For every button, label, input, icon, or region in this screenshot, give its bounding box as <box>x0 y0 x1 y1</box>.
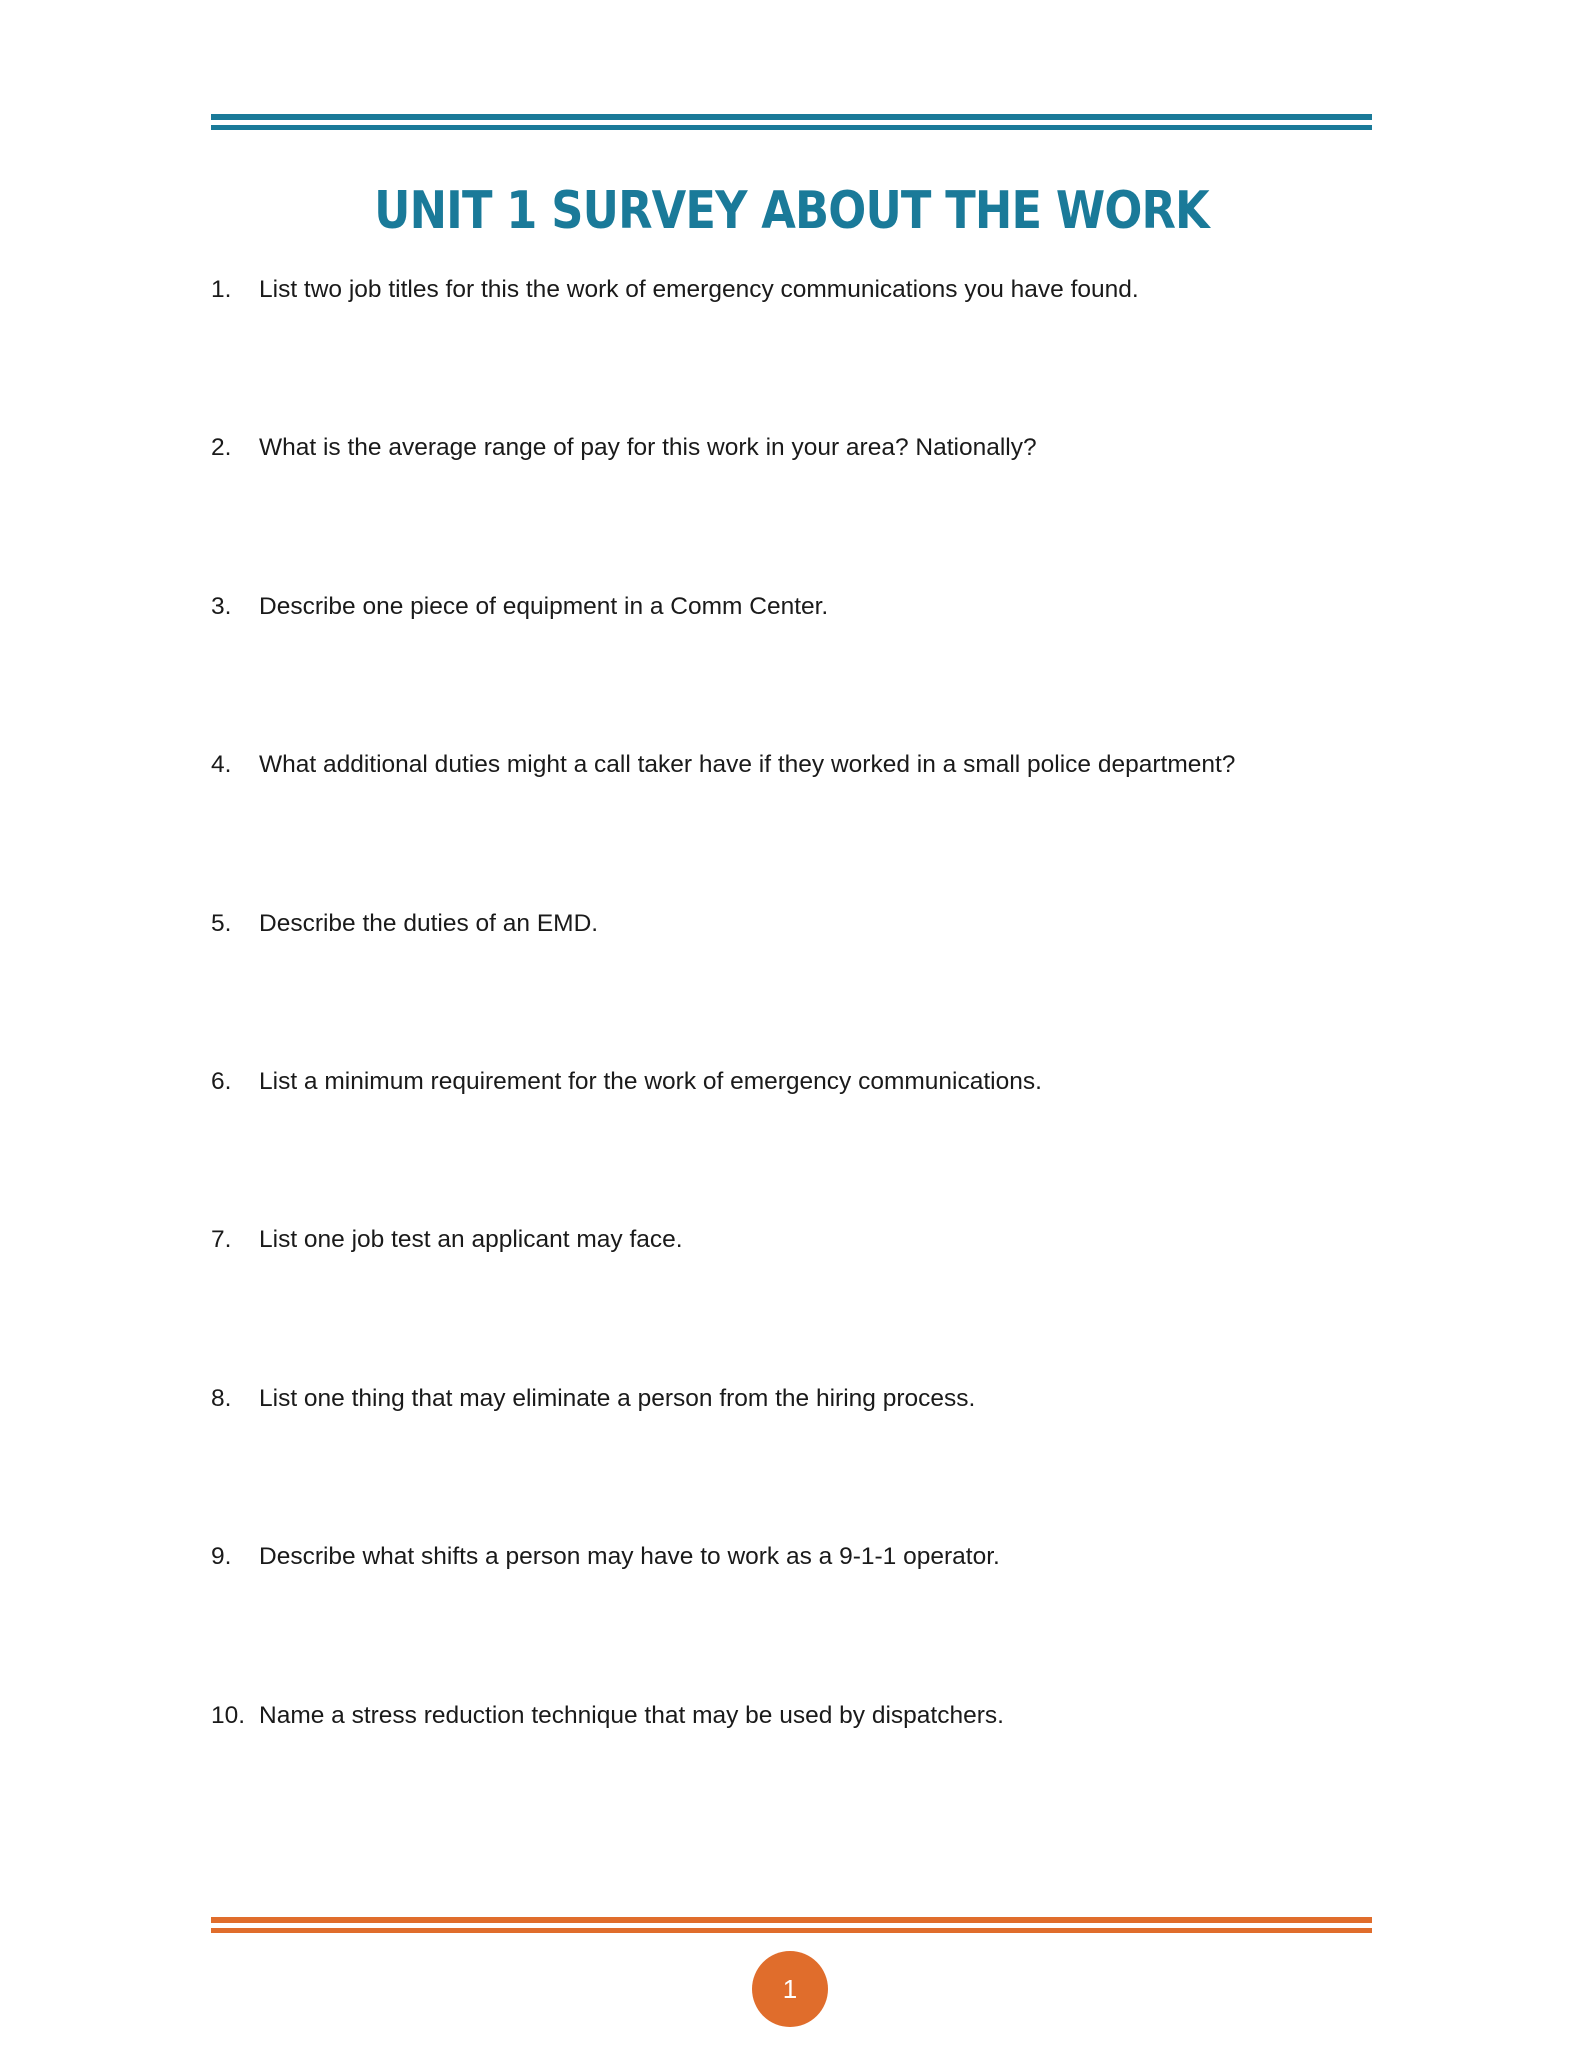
top-divider <box>211 114 1372 131</box>
question-number: 2. <box>211 434 232 462</box>
question-item <box>211 591 1372 749</box>
question-text: List two job titles for this the work of emergency communications you have found. <box>259 276 1139 303</box>
question-item <box>211 1541 1372 1699</box>
question-text: List a minimum requirement for the work of emergency communications. <box>259 1067 1042 1095</box>
question-text: What is the average range of pay for this work in your area? Nationally? <box>259 434 1037 462</box>
question-number: 5. <box>211 909 232 937</box>
question-number: 8. <box>211 1384 232 1412</box>
question-item <box>211 274 1372 432</box>
question-number: 6. <box>211 1067 232 1095</box>
question-number: 9. <box>211 1543 232 1571</box>
question-text: Name a stress reduction technique that may be used by dispatchers. <box>259 1701 1004 1729</box>
page-number-badge: 1 <box>752 1951 828 2027</box>
bottom-divider <box>211 1917 1372 1934</box>
question-text: List one thing that may eliminate a person from the hiring process. <box>259 1384 976 1412</box>
question-item <box>211 1224 1372 1382</box>
question-number: 4. <box>211 751 232 779</box>
question-number: 7. <box>211 1226 232 1254</box>
top-divider-line-2 <box>211 125 1372 130</box>
top-divider-line-1 <box>211 114 1372 120</box>
question-item <box>211 749 1372 907</box>
question-item <box>211 908 1372 1066</box>
question-text: List one job test an applicant may face. <box>259 1226 683 1254</box>
question-text: What additional duties might a call taker have if they worked in a small police department? <box>259 751 1236 779</box>
question-list <box>211 274 1372 1858</box>
question-number: 3. <box>211 592 232 620</box>
question-item <box>211 1383 1372 1541</box>
question-number: 10. <box>211 1701 246 1729</box>
question-text: Describe one piece of equipment in a Comm Center. <box>259 592 829 620</box>
bottom-divider-line-2 <box>211 1928 1372 1933</box>
question-text: Describe the duties of an EMD. <box>259 909 599 937</box>
question-item <box>211 1066 1372 1224</box>
bottom-divider-line-1 <box>211 1917 1372 1923</box>
question-number: 1. <box>211 276 232 303</box>
question-item <box>211 432 1372 590</box>
page-title: UNIT 1 SURVEY ABOUT THE WORK <box>374 181 1209 241</box>
question-text: Describe what shifts a person may have to work as a 9-1-1 operator. <box>259 1543 1000 1571</box>
question-item <box>211 1700 1372 1858</box>
